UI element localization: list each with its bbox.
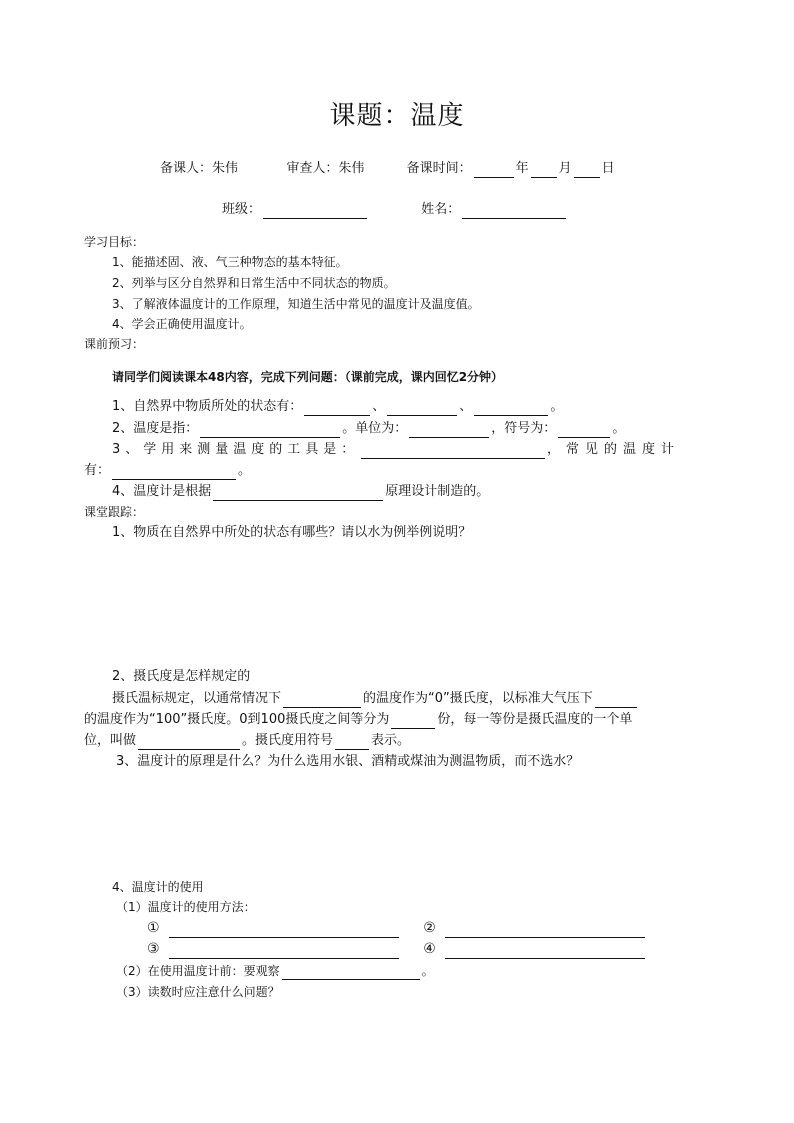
preview-q3-line1 (112, 441, 680, 459)
q1-blank-1[interactable] (304, 401, 370, 416)
year-blank[interactable] (474, 163, 514, 178)
marker-2: ② (423, 920, 436, 936)
q2-l3-blank-2[interactable] (335, 735, 369, 750)
day-blank[interactable] (574, 163, 600, 178)
preview-q3-line2 (84, 462, 251, 480)
classroom-q2-line2 (84, 711, 632, 729)
q1-sep: 、 (372, 399, 386, 414)
preparer-label: 备课人： (160, 161, 213, 176)
preview-q4 (112, 483, 489, 501)
q3-blank-1[interactable] (361, 444, 545, 459)
q2-l3-blank-1[interactable] (138, 735, 240, 750)
name-label: 姓名： (421, 202, 461, 217)
q4-2-text-a: （2）在使用温度计前：要观察 (116, 964, 280, 978)
classroom-q2: 2、摄氏度是怎样规定的 (112, 669, 251, 684)
preview-q2 (112, 420, 625, 438)
meta-line (160, 160, 615, 178)
marker-4: ④ (423, 941, 436, 957)
preview-heading: 课前预习： (84, 337, 145, 351)
class-name-line (222, 201, 568, 219)
classroom-q3: 3、温度计的原理是什么？为什么选用水银、酒精或煤油为测温物质，而不选水？ (116, 754, 580, 769)
q3-period: 。 (238, 463, 252, 478)
method-row-2 (147, 940, 647, 959)
objective-item: 4、学会正确使用温度计。 (112, 317, 252, 331)
reviewer-name: 朱伟 (338, 161, 365, 176)
q3-blank-2[interactable] (112, 465, 236, 480)
q2-period: 。 (612, 421, 626, 436)
q3-text-b: ，常见的温度计 (546, 442, 680, 457)
preview-instruction: 请同学们阅读课本48内容，完成下列问题：（课前完成，课内回忆2分钟） (112, 370, 504, 384)
q1-period: 。 (550, 399, 564, 414)
classroom-q2-line1 (112, 690, 639, 708)
objective-item: 3、了解液体温度计的工作原理，知道生活中常见的温度计及温度值。 (112, 297, 480, 311)
classroom-q4-2 (116, 962, 434, 980)
q4-2-period: 。 (421, 964, 434, 978)
q2-text: 2、温度是指： (112, 421, 199, 436)
preparer-name: 朱伟 (212, 161, 239, 176)
q2-l2-blank[interactable] (391, 714, 435, 729)
objective-item: 1、能描述固、液、气三种物态的基本特征。 (112, 255, 348, 269)
page-title: 课题：温度 (329, 101, 465, 131)
method-row-1 (147, 919, 647, 938)
q2-blank-1[interactable] (200, 423, 340, 438)
year-label: 年 (515, 161, 529, 176)
method-blank-1[interactable] (169, 923, 399, 938)
marker-1: ① (147, 920, 160, 936)
marker-3: ③ (147, 941, 160, 957)
q4-text-a: 4、温度计是根据 (112, 484, 212, 499)
objective-item: 2、列举与区分自然界和日常生活中不同状态的物质。 (112, 276, 396, 290)
month-blank[interactable] (531, 163, 557, 178)
name-field[interactable] (462, 204, 566, 219)
q4-2-blank[interactable] (282, 965, 420, 980)
classroom-q4: 4、温度计的使用 (112, 880, 204, 894)
method-blank-4[interactable] (445, 944, 645, 959)
q2-unit-text: 。单位为： (342, 421, 408, 436)
reviewer-label: 审查人： (286, 161, 339, 176)
class-label: 班级： (222, 202, 262, 217)
q3-text-c: 有： (84, 463, 111, 478)
q1-text: 1、自然界中物质所处的状态有： (112, 399, 303, 414)
q2-l2-text-a: 的温度作为“100”摄氏度。0到100摄氏度之间等分为 (84, 712, 390, 727)
q3-text-a: 3、学用来测量温度的工具是： (112, 442, 360, 457)
month-label: 月 (558, 161, 572, 176)
class-field[interactable] (263, 204, 367, 219)
q4-text-b: 原理设计制造的。 (385, 484, 490, 499)
q1-blank-3[interactable] (474, 401, 548, 416)
classroom-q1: 1、物质在自然界中所处的状态有哪些？请以水为例举例说明？ (112, 525, 472, 540)
q2-l1-blank-2[interactable] (595, 693, 637, 708)
q2-l1-blank-1[interactable] (283, 693, 361, 708)
q2-symbol-text: ，符号为： (491, 421, 557, 436)
classroom-q2-line3 (84, 732, 410, 750)
classroom-q4-1: （1）温度计的使用方法： (116, 900, 256, 914)
q2-l1-text-a: 摄氏温标规定，以通常情况下 (112, 691, 282, 706)
q2-l3-text-a: 位，叫做 (84, 733, 137, 748)
day-label: 日 (601, 161, 615, 176)
q2-l2-text-b: 份，每一等份是摄氏温度的一个单 (437, 712, 633, 727)
objectives-heading: 学习目标： (84, 235, 145, 249)
q4-blank[interactable] (213, 486, 383, 501)
q1-sep: 、 (459, 399, 473, 414)
method-blank-3[interactable] (169, 944, 399, 959)
q2-blank-3[interactable] (558, 423, 610, 438)
q2-l1-text-b: 的温度作为“0”摄氏度，以标准大气压下 (363, 691, 593, 706)
classroom-heading: 课堂跟踪： (84, 505, 145, 519)
classroom-q4-3: （3）读数时应注意什么问题？ (116, 985, 280, 999)
q2-l3-text-b: 。摄氏度用符号 (242, 733, 334, 748)
date-label: 备课时间： (406, 161, 472, 176)
q2-l3-text-c: 表示。 (371, 733, 411, 748)
preview-q1 (112, 398, 563, 416)
q2-blank-2[interactable] (409, 423, 489, 438)
q1-blank-2[interactable] (387, 401, 457, 416)
method-blank-2[interactable] (445, 923, 645, 938)
